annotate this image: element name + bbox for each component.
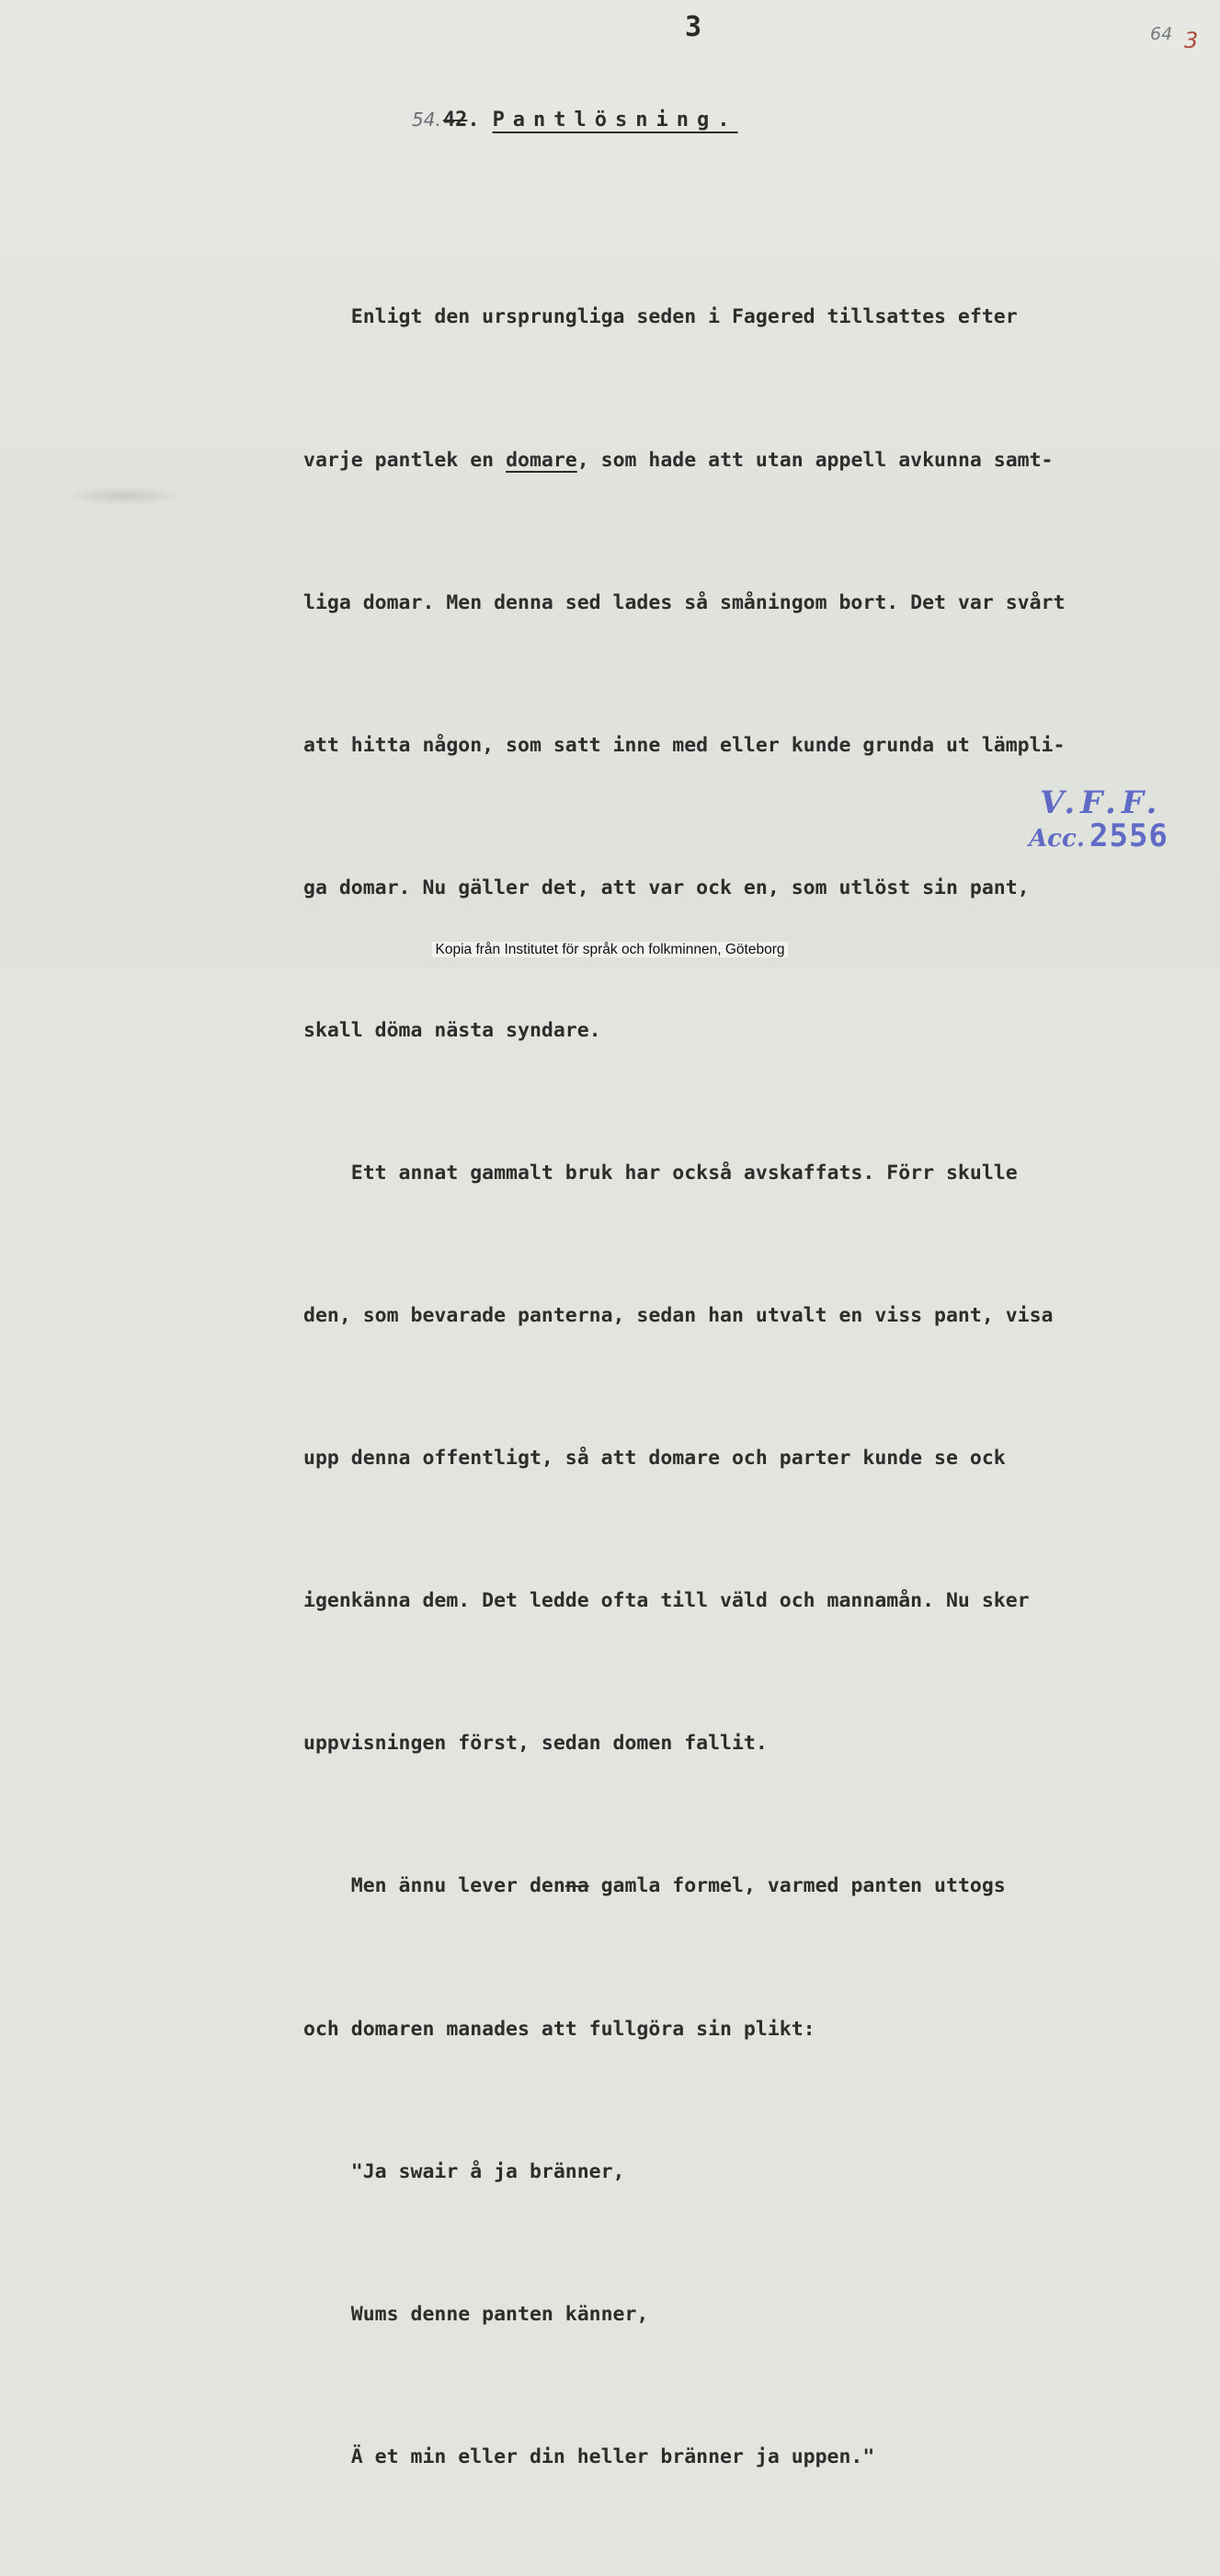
heading-dot: . xyxy=(467,109,480,132)
section-heading xyxy=(412,109,738,132)
body-line: Ett annat gammalt bruk har också avskaffats. Förr skulle xyxy=(303,1161,1018,1185)
body-line xyxy=(303,437,1195,485)
handwritten-section-number: 54. xyxy=(412,109,441,131)
struck-letters: na xyxy=(564,1874,589,1898)
body-line: Wums denne panten känner, xyxy=(303,2302,649,2326)
body-line: "Ja swair å ja bränner, xyxy=(303,2159,625,2183)
stamp-institution: V.F.F. xyxy=(1040,784,1163,821)
body-text-segment: , som hade att utan appell avkunna samt- xyxy=(576,448,1054,472)
body-text-segment: gamla formel, varmed panten uttogs xyxy=(588,1874,1006,1898)
body-line: uppvisningen först, sedan domen fallit. xyxy=(303,1732,768,1756)
body-line: upp denna offentligt, så att domare och parter kunde se ock xyxy=(303,1447,1006,1471)
stamp-acc-label: Acc. xyxy=(1029,825,1085,853)
body-line xyxy=(303,1862,1195,1910)
archive-number-handwritten: 64 xyxy=(1150,24,1173,44)
stamp-acc-number: 2556 xyxy=(1089,818,1169,854)
body-text-segment: varje pantlek en xyxy=(303,448,507,472)
page-number: 3 xyxy=(685,11,702,43)
body-line: igenkänna dem. Det ledde ofta till väld och mannamån. Nu sker xyxy=(303,1589,1030,1613)
archive-stamp xyxy=(1023,784,1198,867)
archive-number-red: 3 xyxy=(1184,28,1199,53)
copy-footer xyxy=(0,942,1220,958)
body-line: Ä et min eller din heller bränner ja uppen." xyxy=(303,2444,875,2468)
footer-text: Kopia från Institutet för språk och folkminnen, Göteborg xyxy=(432,942,789,957)
body-line: att hitta någon, som satt inne med eller kunde grunda ut lämpli- xyxy=(303,733,1066,757)
body-text-segment: Men ännu lever den xyxy=(303,1874,565,1898)
underlined-word: domare xyxy=(506,448,577,472)
section-title: Pantlösning. xyxy=(492,109,738,132)
typewritten-body xyxy=(303,199,1195,2576)
struck-section-number: 42 xyxy=(442,109,468,132)
body-line: Enligt den ursprungliga seden i Fagered tillsattes efter xyxy=(303,305,1018,329)
body-line: liga domar. Men denna sed lades så småningom bort. Det var svårt xyxy=(303,590,1066,614)
body-line: och domaren manades att fullgöra sin plikt: xyxy=(303,2017,815,2041)
body-line: den, som bevarade panterna, sedan han utvalt en viss pant, visa xyxy=(303,1304,1054,1328)
paper-smudge xyxy=(64,486,184,506)
body-line: ga domar. Nu gäller det, att var ock en, som utlöst sin pant, xyxy=(303,876,1030,899)
body-line: skall döma nästa syndare. xyxy=(303,1018,601,1042)
